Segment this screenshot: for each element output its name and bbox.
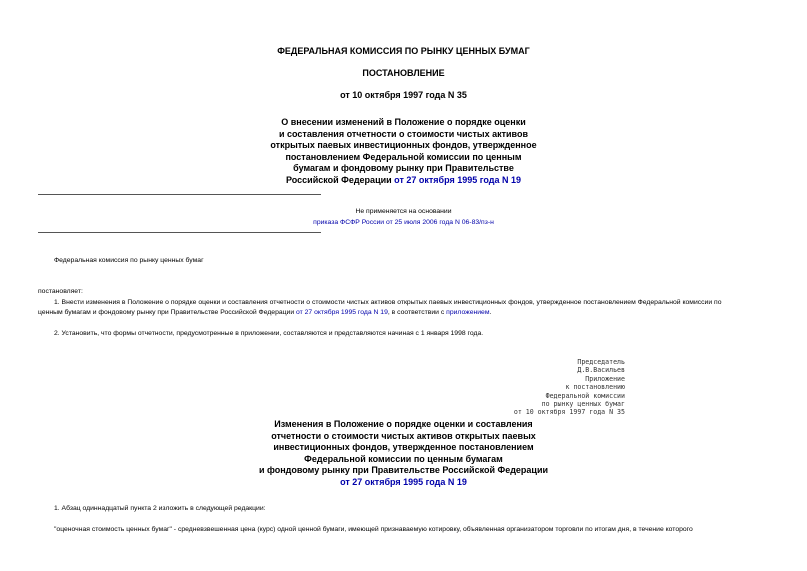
appendix-resolution-link[interactable]: от 27 октября 1995 года N 19 [340, 476, 467, 487]
clause-1-resolution-link[interactable]: от 27 октября 1995 года N 19 [296, 309, 388, 316]
amendment-paragraph-2: "оценочная стоимость ценных бумаг" - средневзвешенная цена (курс) одной ценной бумаги, имеющей признаваемую котировку, объявленная организатором торговли по итогам дня, в течение которого [54, 526, 693, 533]
notice-order-link[interactable]: приказа ФСФР России от 25 июля 2006 года N 06-83/пз-н [313, 219, 494, 226]
title-line: открытых паевых инвестиционных фондов, утвержденное [270, 140, 537, 150]
appendix-ref-line: к постановлению [565, 383, 625, 392]
appendix-ref-line: по рынку ценных бумаг [541, 400, 625, 409]
divider-top [38, 194, 321, 195]
appendix-ref-line: от 10 октября 1997 года N 35 [513, 408, 625, 417]
document-title [0, 117, 807, 186]
appendix-title-line [0, 477, 807, 489]
appendix-title-line: инвестиционных фондов, утвержденное постановлением [273, 442, 534, 453]
title-line: и составления отчетности о стоимости чистых активов [279, 128, 528, 139]
amendment-paragraph-1: 1. Абзац одиннадцатый пункта 2 изложить в следующей редакции: [54, 505, 266, 512]
appendix-ref-line: Федеральной комиссии [545, 391, 625, 400]
appendix-title-line: и фондовому рынку при Правительстве Российской Федерации [258, 465, 549, 476]
title-text: Российской Федерации [286, 174, 395, 185]
appendix-title-line: Изменения в Положение о порядке оценки и составления [274, 419, 533, 429]
divider-bottom [38, 232, 321, 233]
document-type-heading: ПОСТАНОВЛЕНИЕ [362, 68, 445, 78]
signature-block [514, 358, 625, 417]
appendix-link[interactable]: приложением [446, 309, 490, 316]
title-line: бумагам и фондовому рынку при Правительстве [293, 163, 514, 173]
clause-1-line-1: 1. Внести изменения в Положение о порядке оценки и составления отчетности о стоимости чистых активов открытых паевых инвестиционных фондов, утвержденное постановлением Федеральной комиссии по [54, 299, 722, 306]
title-line: О внесении изменений в Положение о порядке оценки [281, 117, 526, 127]
appendix-title-line: Федеральной комиссии по ценным бумагам [304, 453, 503, 464]
clause-2-paragraph: 2. Установить, что формы отчетности, предусмотренные в приложении, составляются и представляются начиная с 1 января 1998 года. [54, 330, 484, 337]
notice-text: Не применяется на основании [355, 208, 452, 215]
resolves-paragraph: постановляет: [38, 288, 83, 295]
clause-text: , в соответствии с [387, 309, 447, 316]
appendix-title [0, 419, 807, 489]
clause-text: ценным бумагам и фондовому рынку при Правительстве Российской Федерации [38, 309, 297, 316]
appendix-ref-line: Приложение [585, 374, 625, 383]
title-line: постановлением Федеральной комиссии по ценным [285, 151, 522, 162]
signer-name: Д.В.Васильев [577, 366, 625, 375]
clause-1-line-2 [38, 308, 491, 319]
notice-line [0, 217, 807, 228]
clause-text: . [489, 309, 492, 316]
document-date-heading: от 10 октября 1997 года N 35 [340, 90, 467, 100]
title-line [0, 175, 807, 187]
appendix-title-line: отчетности о стоимости чистых активов открытых паевых [271, 430, 536, 441]
signer-role: Председатель [577, 358, 625, 366]
referenced-resolution-link[interactable]: от 27 октября 1995 года N 19 [394, 174, 521, 185]
issuer-paragraph: Федеральная комиссия по рынку ценных бумаг [54, 257, 204, 264]
issuing-body-heading: ФЕДЕРАЛЬНАЯ КОМИССИЯ ПО РЫНКУ ЦЕННЫХ БУМАГ [277, 46, 530, 56]
